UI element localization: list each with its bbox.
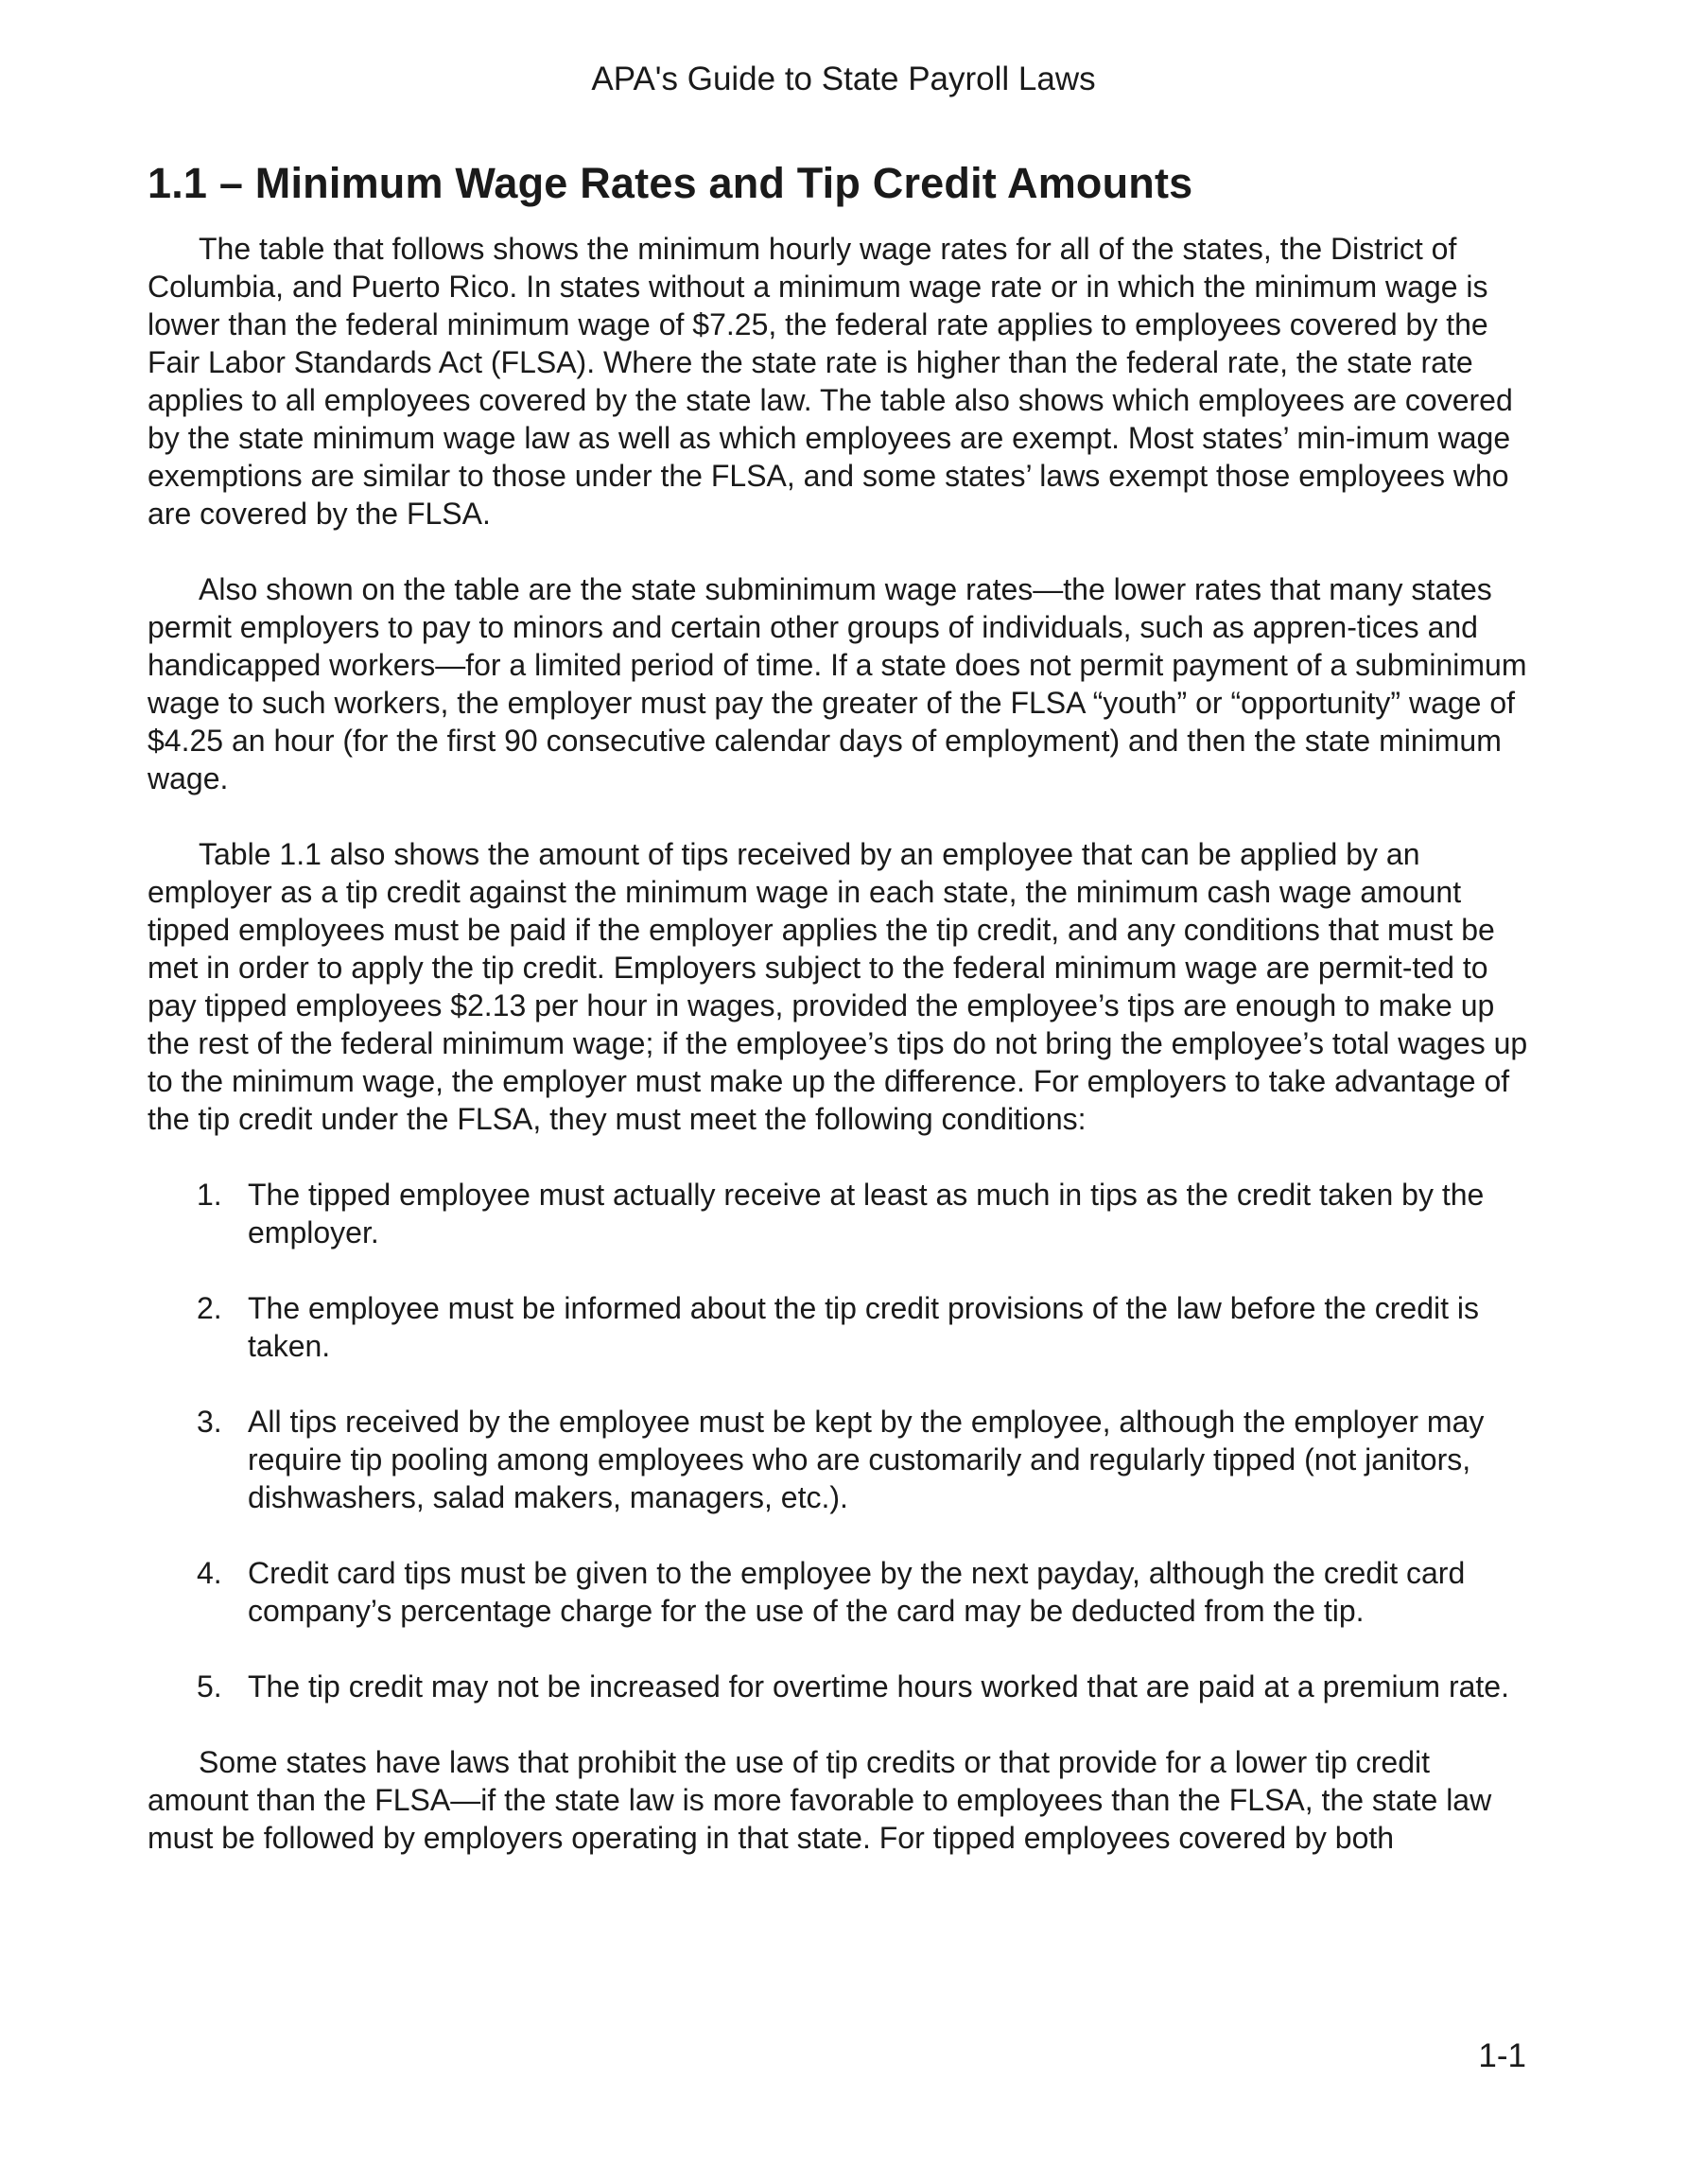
list-item-text: The employee must be informed about the tip credit provisions of the law before the credit is taken. [248,1291,1480,1363]
section-title: 1.1 – Minimum Wage Rates and Tip Credit Amounts [148,159,1193,207]
paragraph-subminimum: Also shown on the table are the state subminimum wage rates—the lower rates that many states permit employers to pay to minors and certain other groups of individuals, such as appren-tices and handicapped workers—for a limited period of time. If a state does not permit payment of a subminimum wage to such workers, the employer must pay the greater of the FLSA “youth” or “opportunity” wage of $4.25 an hour (for the first 90 consecutive calendar days of employment) and then the state minimum wage. [148,572,1527,795]
body-text [148,230,1530,1857]
paragraph-intro: The table that follows shows the minimum hourly wage rates for all of the states, the District of Columbia, and Puerto Rico. In states without a minimum wage rate or in which the minimum wage is lower than the federal minimum wage of $7.25, the federal rate applies to employees covered by the Fair Labor Standards Act (FLSA). Where the state rate is higher than the federal rate, the state rate applies to all employees covered by the state law. The table also shows which employees are covered by the state minimum wage law as well as which employees are exempt. Most states’ min-imum wage exemptions are similar to those under the FLSA, and some states’ laws exempt those employees who are covered by the FLSA. [148,232,1513,531]
list-item-number: 1. [197,1178,222,1212]
running-header: APA's Guide to State Payroll Laws [591,61,1096,97]
list-item-text: The tipped employee must actually receive at least as much in tips as the credit taken by the employer. [248,1178,1485,1249]
list-item-number: 4. [197,1556,222,1590]
list-item-text: All tips received by the employee must be kept by the employee, although the employer may require tip pooling among employees who are customarily and regularly tipped (not janitors, dishwashers, salad makers, managers, etc.). [248,1405,1485,1514]
list-item-number: 2. [197,1291,222,1325]
list-item-text: The tip credit may not be increased for overtime hours worked that are paid at a premium rate. [248,1669,1509,1704]
page-number: 1-1 [1478,2037,1526,2074]
list-item-number: 3. [197,1405,222,1439]
list-item-text: Credit card tips must be given to the employee by the next payday, although the credit card company’s percentage charge for the use of the card may be deducted from the tip. [248,1556,1466,1628]
list-item [148,1176,1530,1251]
conditions-list [148,1176,1530,1705]
paragraph-tip-credit: Table 1.1 also shows the amount of tips received by an employee that can be applied by an employer as a tip credit against the minimum wage in each state, the minimum cash wage amount tipped employees must be paid if the employer applies the tip credit, and any conditions that must be met in order to apply the tip credit. Employers subject to the federal minimum wage are permit-ted to pay tipped employees $2.13 per hour in wages, provided the employee’s tips are enough to make up the rest of the federal minimum wage; if the employee’s tips do not bring the employee’s total wages up to the minimum wage, the employer must make up the difference. For employers to take advantage of the tip credit under the FLSA, they must meet the following conditions: [148,837,1528,1136]
list-item [148,1403,1530,1516]
paragraph-closing: Some states have laws that prohibit the use of tip credits or that provide for a lower tip credit amount than the FLSA—if the state law is more favorable to employees than the FLSA, the state law must be followed by employers operating in that state. For tipped employees covered by both [148,1745,1492,1855]
list-item-number: 5. [197,1669,222,1704]
list-item [148,1554,1530,1630]
list-item [148,1289,1530,1365]
list-item [148,1668,1530,1705]
